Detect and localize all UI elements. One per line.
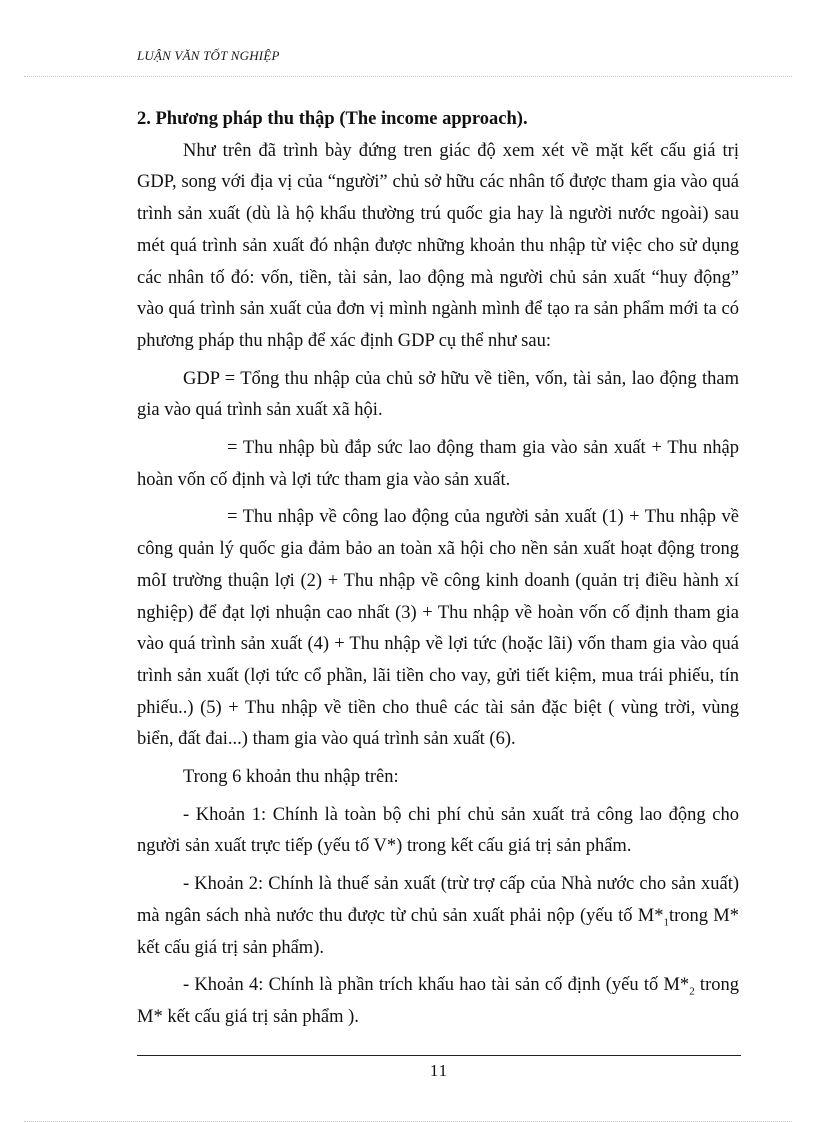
item-khoan-4-subscript: 2 (689, 985, 695, 998)
list-intro: Trong 6 khoản thu nhập trên: (183, 767, 399, 788)
equation-line-3: = Thu nhập về công lao động của người sản xuất (1) + Thu nhập về công quản lý quốc gia đảm bảo an toàn xã hội cho nền sản xuất hoạt động trong môI trường thuận lợi (2) + Thu nhập về công kinh doanh (quản trị điều hành xí nghiệp) để đạt lợi nhuận cao nhất (3) + Thu nhập về hoàn vốn cố định tham gia vào quá trình sản xuất (4) + Thu nhập về lợi tức (hoặc lãi) vốn tham gia vào quá trình sản xuất (lợi tức cổ phần, lãi tiền cho vay, gửi tiết kiệm, mua trái phiếu, tín phiếu..) (5) + Thu nhập về tiền cho thuê các tài sản đặc biệt ( vùng trời, vùng biển, đất đai...) tham gia vào quá trình sản xuất (6). (137, 507, 739, 750)
item-khoan-4 (137, 970, 739, 1033)
item-khoan-4-text-end: trong M* kết cấu giá trị sản phẩm ). (137, 975, 739, 1027)
equation-line-2: = Thu nhập bù đắp sức lao động tham gia vào sản xuất + Thu nhập hoàn vốn cố định và lợi tức tham gia vào sản xuất. (137, 438, 739, 490)
page-body (137, 104, 739, 1034)
item-khoan-2-text: - Khoản 2: Chính là thuế sản xuất (trừ trợ cấp của Nhà nước cho sản xuất) mà ngân sách nhà nước thu được từ chủ sản xuất phải nộp (yếu tố M* (137, 874, 739, 926)
item-khoan-1: - Khoản 1: Chính là toàn bộ chi phí chủ sản xuất trả công lao động cho người sản xuất trực tiếp (yếu tố V*) trong kết cấu giá trị sản phẩm. (137, 804, 739, 857)
item-khoan-2-subscript: 1 (663, 916, 669, 929)
item-khoan-2 (137, 869, 739, 964)
section-heading: 2. Phương pháp thu thập (The income approach). (137, 109, 528, 129)
paragraph-intro: Như trên đã trình bày đứng tren giác độ xem xét về mặt kết cấu giá trị GDP, song với địa vị của “người” chủ sở hữu các nhân tố được tham gia vào quá trình sản xuất (dù là hộ khẩu thường trú quốc gia hay là người nước ngoài) sau mét quá trình sản xuất đó nhận được những khoản thu nhập từ việc cho sử dụng các nhân tố đó: vốn, tiền, tài sản, lao động mà người chủ sản xuất “huy động” vào quá trình sản xuất của đơn vị mình ngành mình để tạo ra sản phẩm mới ta có phương pháp thu nhập để xác định GDP cụ thể như sau: (137, 140, 739, 351)
bottom-divider (24, 1121, 792, 1122)
page-number: 11 (429, 1061, 449, 1080)
running-header: LUẬN VĂN TỐT NGHIỆP (137, 48, 280, 63)
header-divider (24, 76, 792, 77)
equation-gdp: GDP = Tổng thu nhập của chủ sở hữu về tiền, vốn, tài sản, lao động tham gia vào quá trình sản xuất xã hội. (137, 368, 739, 421)
footer-divider (137, 1055, 741, 1056)
item-khoan-4-text: - Khoản 4: Chính là phần trích khấu hao tài sản cố định (yếu tố M* (183, 975, 690, 996)
item-khoan-2-text-end: trong M* kết cấu giá trị sản phẩm). (137, 905, 739, 958)
